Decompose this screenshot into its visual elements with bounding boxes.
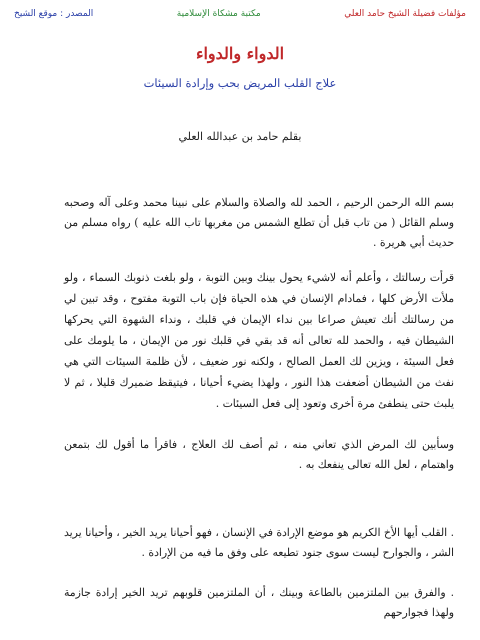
header-source: المصدر : موقع الشيخ <box>14 9 94 19</box>
running-header <box>14 6 466 22</box>
paragraph-repentance: قرأت رسالتك ، وأعلم أنه لاشيء يحول بينك وبين التوبة ، ولو بلغت ذنوبك السماء ، ولو ملأت الأرض كلها ، فمادام الإنسان في هذه الحياة فإن باب التوبة مفتوح ، وقد تبين لي من رسالتك أنك تعيش صراعا بين نداء الإيمان في قلبك ، ونداء الشهوة التي يحركها الشيطان فيه ، والحمد لله تعالى أنه قد بقي في قلبك نور من الإيمان ، ما يلومك على فعل السيئة ، ويزين لك العمل الصالح ، ولكنه نور ضعيف ، لأن ظلمة السيئات التي هي نفث من الشيطان أضعفت هذا النور ، ولهذا يضيء أحيانا ، فيتيقظ ضميرك قليلا ، ثم لا يلبث حتى ينطفئ مرة أخرى وتعود إلى فعل السيئات . <box>64 270 454 410</box>
author-line: بقلم حامد بن عبدالله العلي <box>178 130 302 143</box>
paragraph-heart: . القلب أيها الأخ الكريم هو موضع الإرادة في الإنسان ، فهو أحيانا يريد الخير ، وأحيانا يريد الشر ، والجوارح ليست سوى جنود تطيعه على وفق ما فيه من الإرادة . <box>64 525 454 559</box>
paragraph-diagnosis: وسأبين لك المرض الذي تعاني منه ، ثم أصف لك العلاج ، فاقرأ ما أقول لك بتمعن واهتمام ، لعل الله تعالى ينفعك به . <box>64 437 454 471</box>
header-library-name: مكتبة مشكاة الإسلامية <box>176 9 261 19</box>
document-subtitle: علاج القلب المريض بحب وإرادة السيئات <box>143 76 337 90</box>
paragraph-intro: بسم الله الرحمن الرحيم ، الحمد لله والصلاة والسلام على نبينا محمد وعلى آله وصحبه وسلم القائل ( من تاب قبل أن تطلع الشمس من مغربها تاب الله عليه ) رواه مسلم من حديث أبي هريرة . <box>64 195 454 249</box>
document-title: الدواء والدواء <box>195 44 285 63</box>
header-series-title: مؤلفات فضيلة الشيخ حامد العلي <box>344 9 466 19</box>
paragraph-difference: . والفرق بين الملتزمين بالطاعة وبينك ، أن الملتزمين قلوبهم تريد الخير إرادة جازمة ولهذا فجوارحهم <box>64 585 454 619</box>
